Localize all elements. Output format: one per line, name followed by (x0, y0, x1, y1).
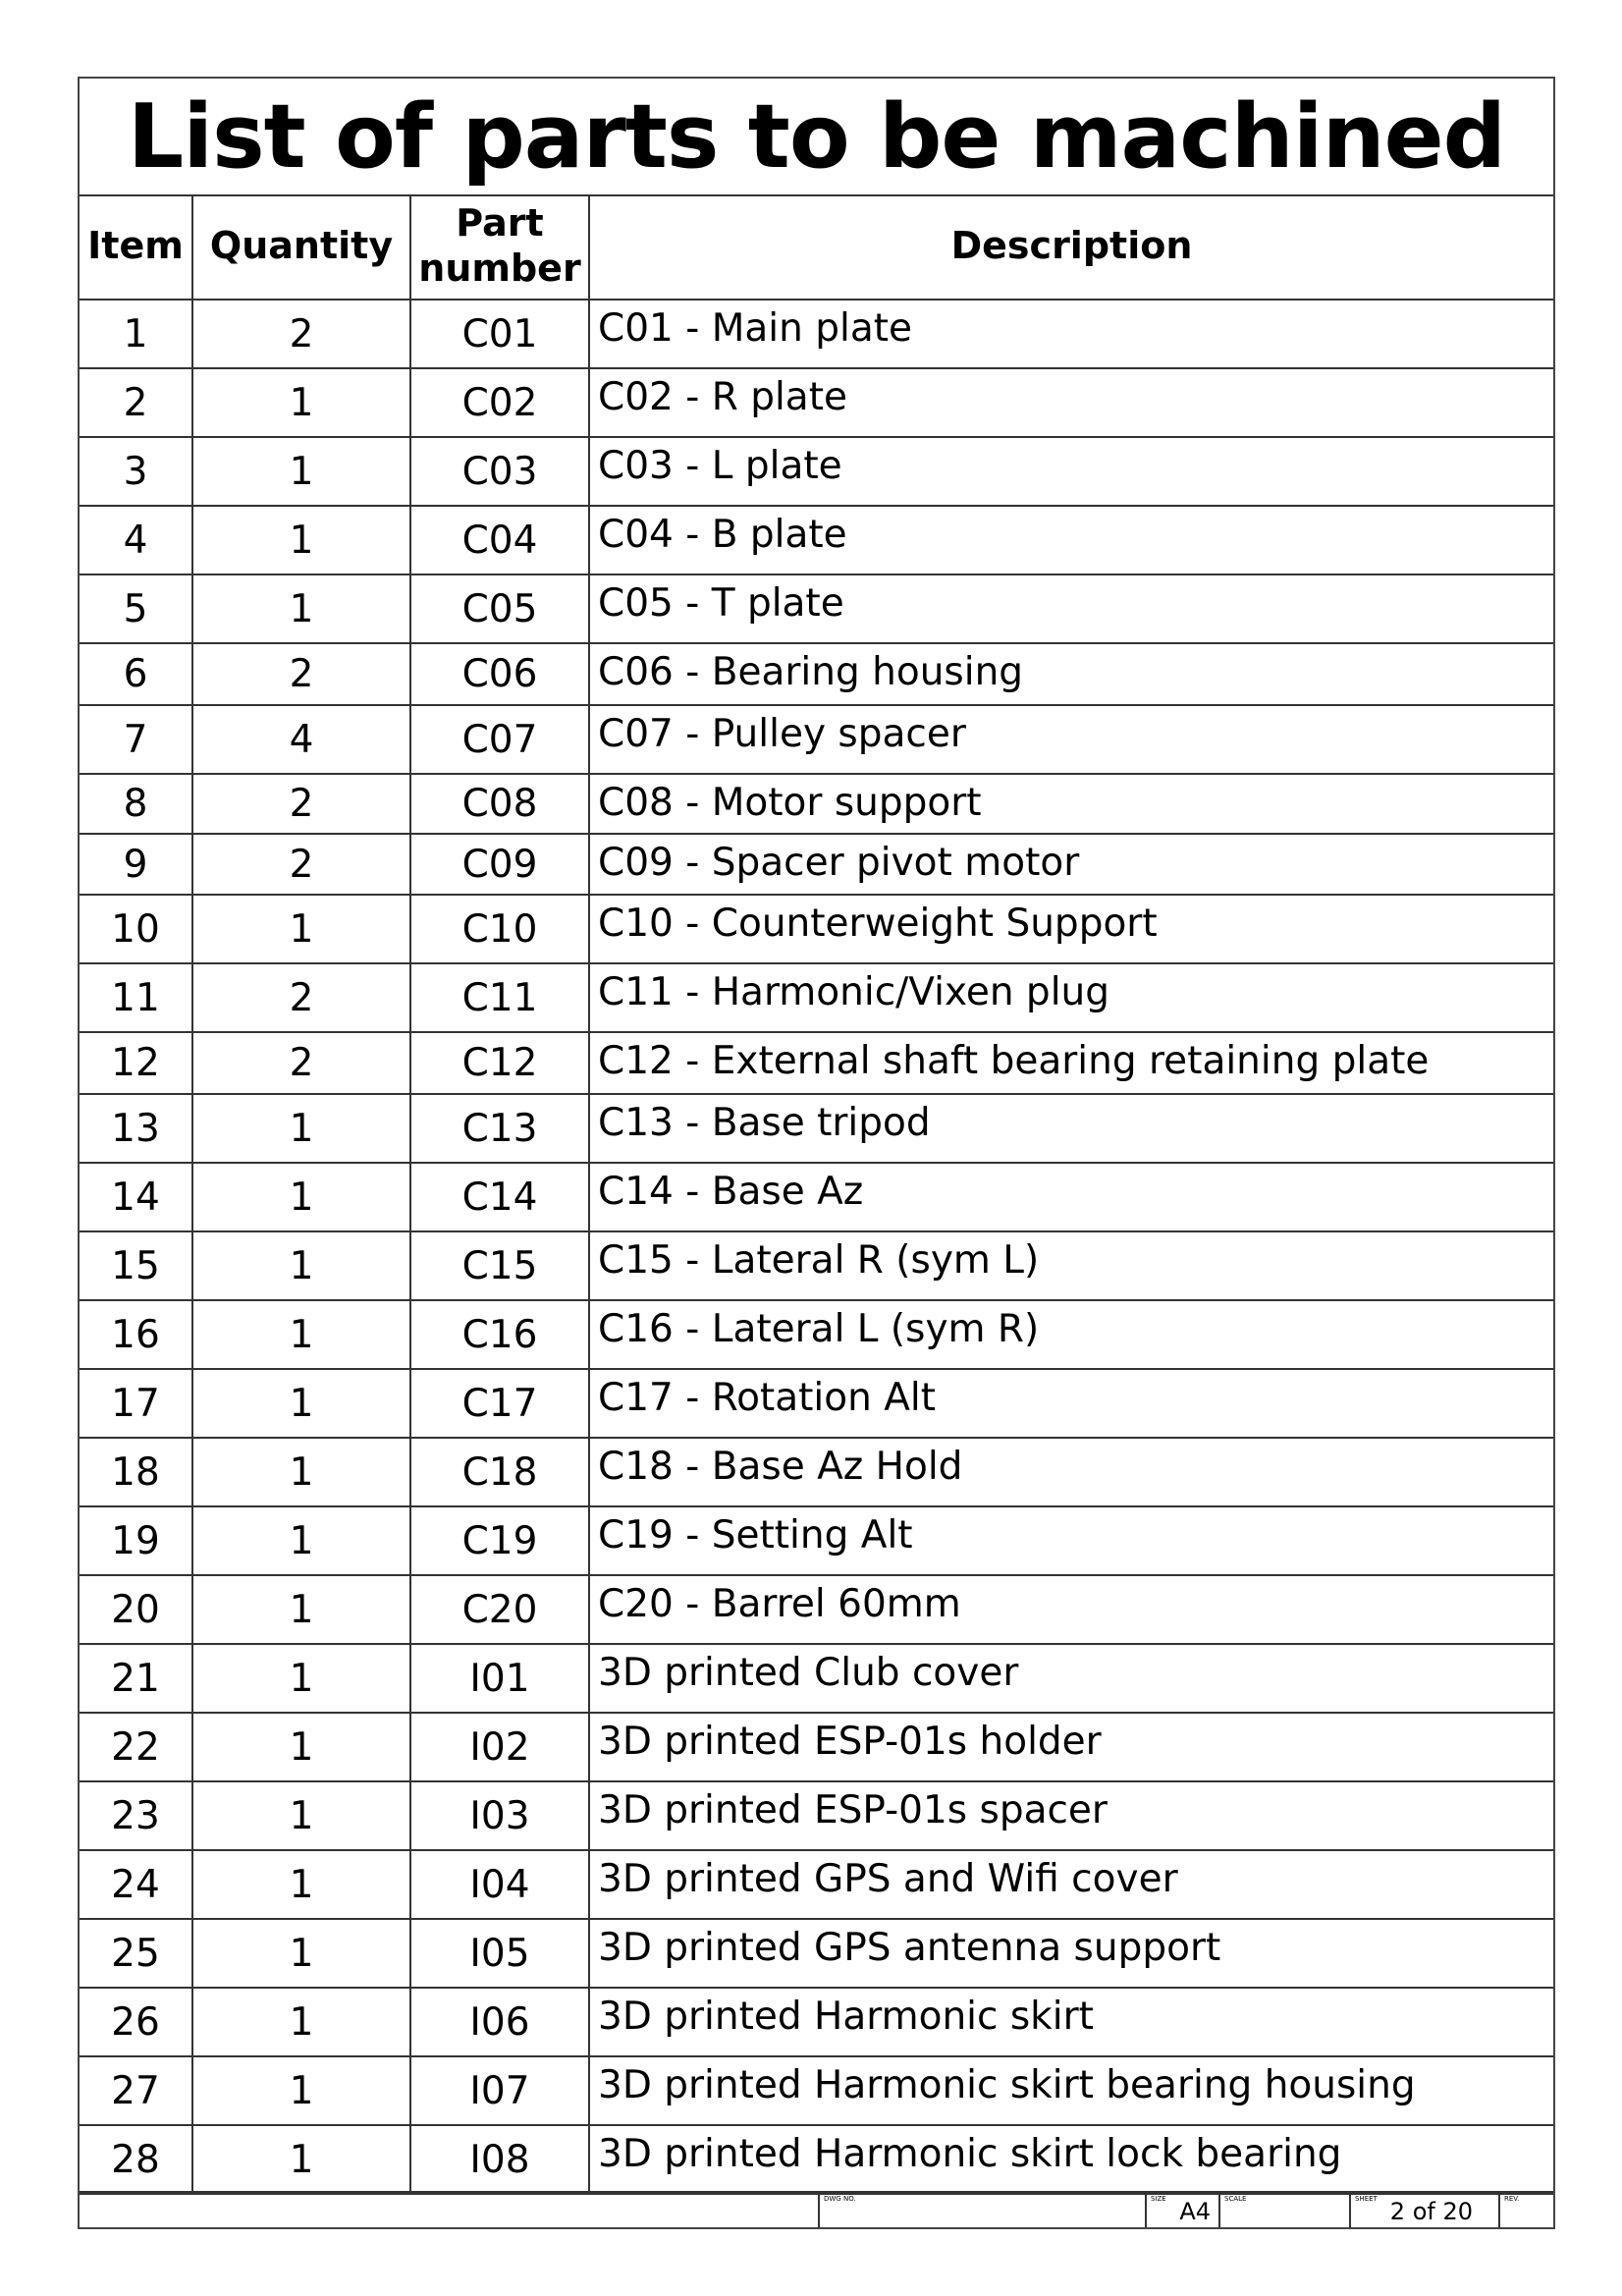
cell-quantity: 2 (192, 774, 410, 834)
cell-item: 19 (80, 1506, 192, 1575)
cell-item: 8 (80, 774, 192, 834)
cell-description: 3D printed Harmonic skirt lock bearing (589, 2125, 1553, 2194)
cell-item: 23 (80, 1781, 192, 1850)
table-row (80, 643, 1553, 705)
table-row (80, 963, 1553, 1032)
cell-item: 22 (80, 1713, 192, 1781)
table-row (80, 1438, 1553, 1506)
cell-part-number: C14 (410, 1163, 589, 1231)
cell-item: 10 (80, 895, 192, 963)
cell-description: C08 - Motor support (589, 774, 1553, 834)
cell-quantity: 1 (192, 574, 410, 643)
dwg-no-cell (818, 2193, 1145, 2227)
cell-quantity: 1 (192, 1575, 410, 1644)
cell-part-number: I05 (410, 1919, 589, 1988)
cell-description: C11 - Harmonic/Vixen plug (589, 963, 1553, 1032)
cell-item: 24 (80, 1850, 192, 1919)
cell-item: 4 (80, 506, 192, 574)
cell-quantity: 1 (192, 1163, 410, 1231)
cell-item: 1 (80, 300, 192, 368)
table-row (80, 895, 1553, 963)
size-value: A4 (1179, 2198, 1211, 2225)
cell-item: 26 (80, 1988, 192, 2056)
cell-quantity: 1 (192, 2056, 410, 2125)
table-row (80, 705, 1553, 774)
cell-description: C15 - Lateral R (sym L) (589, 1231, 1553, 1300)
table-row (80, 1231, 1553, 1300)
table-row (80, 1094, 1553, 1163)
cell-item: 25 (80, 1919, 192, 1988)
cell-part-number: C19 (410, 1506, 589, 1575)
cell-item: 20 (80, 1575, 192, 1644)
cell-part-number: C11 (410, 963, 589, 1032)
cell-description: C13 - Base tripod (589, 1094, 1553, 1163)
scale-cell (1218, 2193, 1349, 2227)
table-row (80, 1300, 1553, 1369)
cell-description: C20 - Barrel 60mm (589, 1575, 1553, 1644)
cell-part-number: C16 (410, 1300, 589, 1369)
cell-part-number: C20 (410, 1575, 589, 1644)
cell-description: C19 - Setting Alt (589, 1506, 1553, 1575)
header-part-number-line2: number (418, 246, 581, 290)
cell-quantity: 1 (192, 2125, 410, 2194)
cell-description: 3D printed ESP-01s spacer (589, 1781, 1553, 1850)
page-title: List of parts to be machined (80, 79, 1553, 196)
cell-quantity: 1 (192, 1781, 410, 1850)
cell-item: 27 (80, 2056, 192, 2125)
cell-quantity: 1 (192, 1369, 410, 1438)
cell-description: C18 - Base Az Hold (589, 1438, 1553, 1506)
table-row (80, 1575, 1553, 1644)
drawing-sheet (78, 77, 1555, 2229)
cell-quantity: 1 (192, 1506, 410, 1575)
sheet-cell (1349, 2193, 1498, 2227)
cell-description: C10 - Counterweight Support (589, 895, 1553, 963)
cell-description: 3D printed Harmonic skirt bearing housing (589, 2056, 1553, 2125)
cell-part-number: C12 (410, 1032, 589, 1094)
cell-part-number: C09 (410, 834, 589, 895)
table-row (80, 1781, 1553, 1850)
cell-quantity: 1 (192, 1713, 410, 1781)
cell-part-number: C18 (410, 1438, 589, 1506)
cell-quantity: 2 (192, 963, 410, 1032)
cell-description: 3D printed Club cover (589, 1644, 1553, 1713)
cell-quantity: 2 (192, 300, 410, 368)
cell-quantity: 1 (192, 368, 410, 437)
cell-part-number: C08 (410, 774, 589, 834)
table-header-row (80, 194, 1553, 300)
cell-description: C06 - Bearing housing (589, 643, 1553, 705)
cell-item: 17 (80, 1369, 192, 1438)
rev-cell (1498, 2193, 1553, 2227)
dwg-no-label: DWG NO. (824, 2195, 856, 2203)
table-row (80, 1163, 1553, 1231)
cell-part-number: C06 (410, 643, 589, 705)
cell-part-number: C05 (410, 574, 589, 643)
cell-description: C14 - Base Az (589, 1163, 1553, 1231)
cell-quantity: 1 (192, 437, 410, 506)
cell-item: 11 (80, 963, 192, 1032)
cell-part-number: C15 (410, 1231, 589, 1300)
size-label: SIZE (1151, 2195, 1166, 2203)
title-block (80, 2191, 1553, 2227)
cell-description: C03 - L plate (589, 437, 1553, 506)
cell-part-number: C04 (410, 506, 589, 574)
cell-item: 7 (80, 705, 192, 774)
table-row (80, 1506, 1553, 1575)
cell-description: C02 - R plate (589, 368, 1553, 437)
table-row (80, 1850, 1553, 1919)
cell-item: 21 (80, 1644, 192, 1713)
cell-item: 28 (80, 2125, 192, 2194)
cell-part-number: C01 (410, 300, 589, 368)
table-row (80, 506, 1553, 574)
cell-quantity: 1 (192, 1438, 410, 1506)
cell-description: C04 - B plate (589, 506, 1553, 574)
cell-item: 14 (80, 1163, 192, 1231)
header-quantity: Quantity (192, 194, 410, 300)
table-row (80, 300, 1553, 368)
table-row (80, 574, 1553, 643)
cell-item: 13 (80, 1094, 192, 1163)
header-part-number (410, 194, 589, 300)
cell-description: C17 - Rotation Alt (589, 1369, 1553, 1438)
cell-description: C01 - Main plate (589, 300, 1553, 368)
parts-table (80, 194, 1553, 2195)
cell-item: 6 (80, 643, 192, 705)
cell-quantity: 1 (192, 1850, 410, 1919)
cell-quantity: 2 (192, 643, 410, 705)
table-row (80, 774, 1553, 834)
cell-part-number: I02 (410, 1713, 589, 1781)
header-item: Item (80, 194, 192, 300)
header-part-number-line1: Part (456, 201, 544, 246)
cell-item: 3 (80, 437, 192, 506)
cell-quantity: 1 (192, 1644, 410, 1713)
size-cell (1145, 2193, 1218, 2227)
scale-label: SCALE (1224, 2195, 1247, 2203)
cell-quantity: 1 (192, 1094, 410, 1163)
cell-part-number: I01 (410, 1644, 589, 1713)
cell-part-number: I04 (410, 1850, 589, 1919)
cell-description: 3D printed Harmonic skirt (589, 1988, 1553, 2056)
table-row (80, 2125, 1553, 2194)
cell-quantity: 1 (192, 1919, 410, 1988)
cell-description: C16 - Lateral L (sym R) (589, 1300, 1553, 1369)
cell-description: C07 - Pulley spacer (589, 705, 1553, 774)
cell-part-number: C02 (410, 368, 589, 437)
cell-part-number: C17 (410, 1369, 589, 1438)
rev-label: REV. (1504, 2195, 1520, 2203)
parts-table-body (80, 300, 1553, 2194)
cell-quantity: 1 (192, 1988, 410, 2056)
table-row (80, 1032, 1553, 1094)
sheet-label: SHEET (1355, 2195, 1378, 2203)
table-row (80, 1919, 1553, 1988)
cell-part-number: I08 (410, 2125, 589, 2194)
cell-quantity: 1 (192, 1300, 410, 1369)
cell-description: 3D printed GPS and Wifi cover (589, 1850, 1553, 1919)
cell-part-number: I07 (410, 2056, 589, 2125)
cell-item: 12 (80, 1032, 192, 1094)
cell-part-number: I06 (410, 1988, 589, 2056)
cell-item: 9 (80, 834, 192, 895)
cell-quantity: 2 (192, 834, 410, 895)
cell-item: 2 (80, 368, 192, 437)
table-row (80, 368, 1553, 437)
cell-description: C12 - External shaft bearing retaining plate (589, 1032, 1553, 1094)
cell-description: C05 - T plate (589, 574, 1553, 643)
cell-quantity: 1 (192, 1231, 410, 1300)
table-row (80, 437, 1553, 506)
cell-part-number: I03 (410, 1781, 589, 1850)
table-row (80, 1988, 1553, 2056)
table-row (80, 1644, 1553, 1713)
cell-part-number: C03 (410, 437, 589, 506)
table-row (80, 834, 1553, 895)
cell-description: C09 - Spacer pivot motor (589, 834, 1553, 895)
cell-item: 15 (80, 1231, 192, 1300)
cell-item: 18 (80, 1438, 192, 1506)
table-row (80, 1713, 1553, 1781)
cell-part-number: C10 (410, 895, 589, 963)
cell-item: 5 (80, 574, 192, 643)
cell-part-number: C13 (410, 1094, 589, 1163)
cell-description: 3D printed ESP-01s holder (589, 1713, 1553, 1781)
header-description: Description (589, 194, 1553, 300)
table-row (80, 2056, 1553, 2125)
cell-description: 3D printed GPS antenna support (589, 1919, 1553, 1988)
cell-quantity: 1 (192, 895, 410, 963)
cell-quantity: 1 (192, 506, 410, 574)
sheet-value: 2 of 20 (1389, 2198, 1473, 2225)
cell-part-number: C07 (410, 705, 589, 774)
cell-quantity: 4 (192, 705, 410, 774)
cell-quantity: 2 (192, 1032, 410, 1094)
cell-item: 16 (80, 1300, 192, 1369)
table-row (80, 1369, 1553, 1438)
